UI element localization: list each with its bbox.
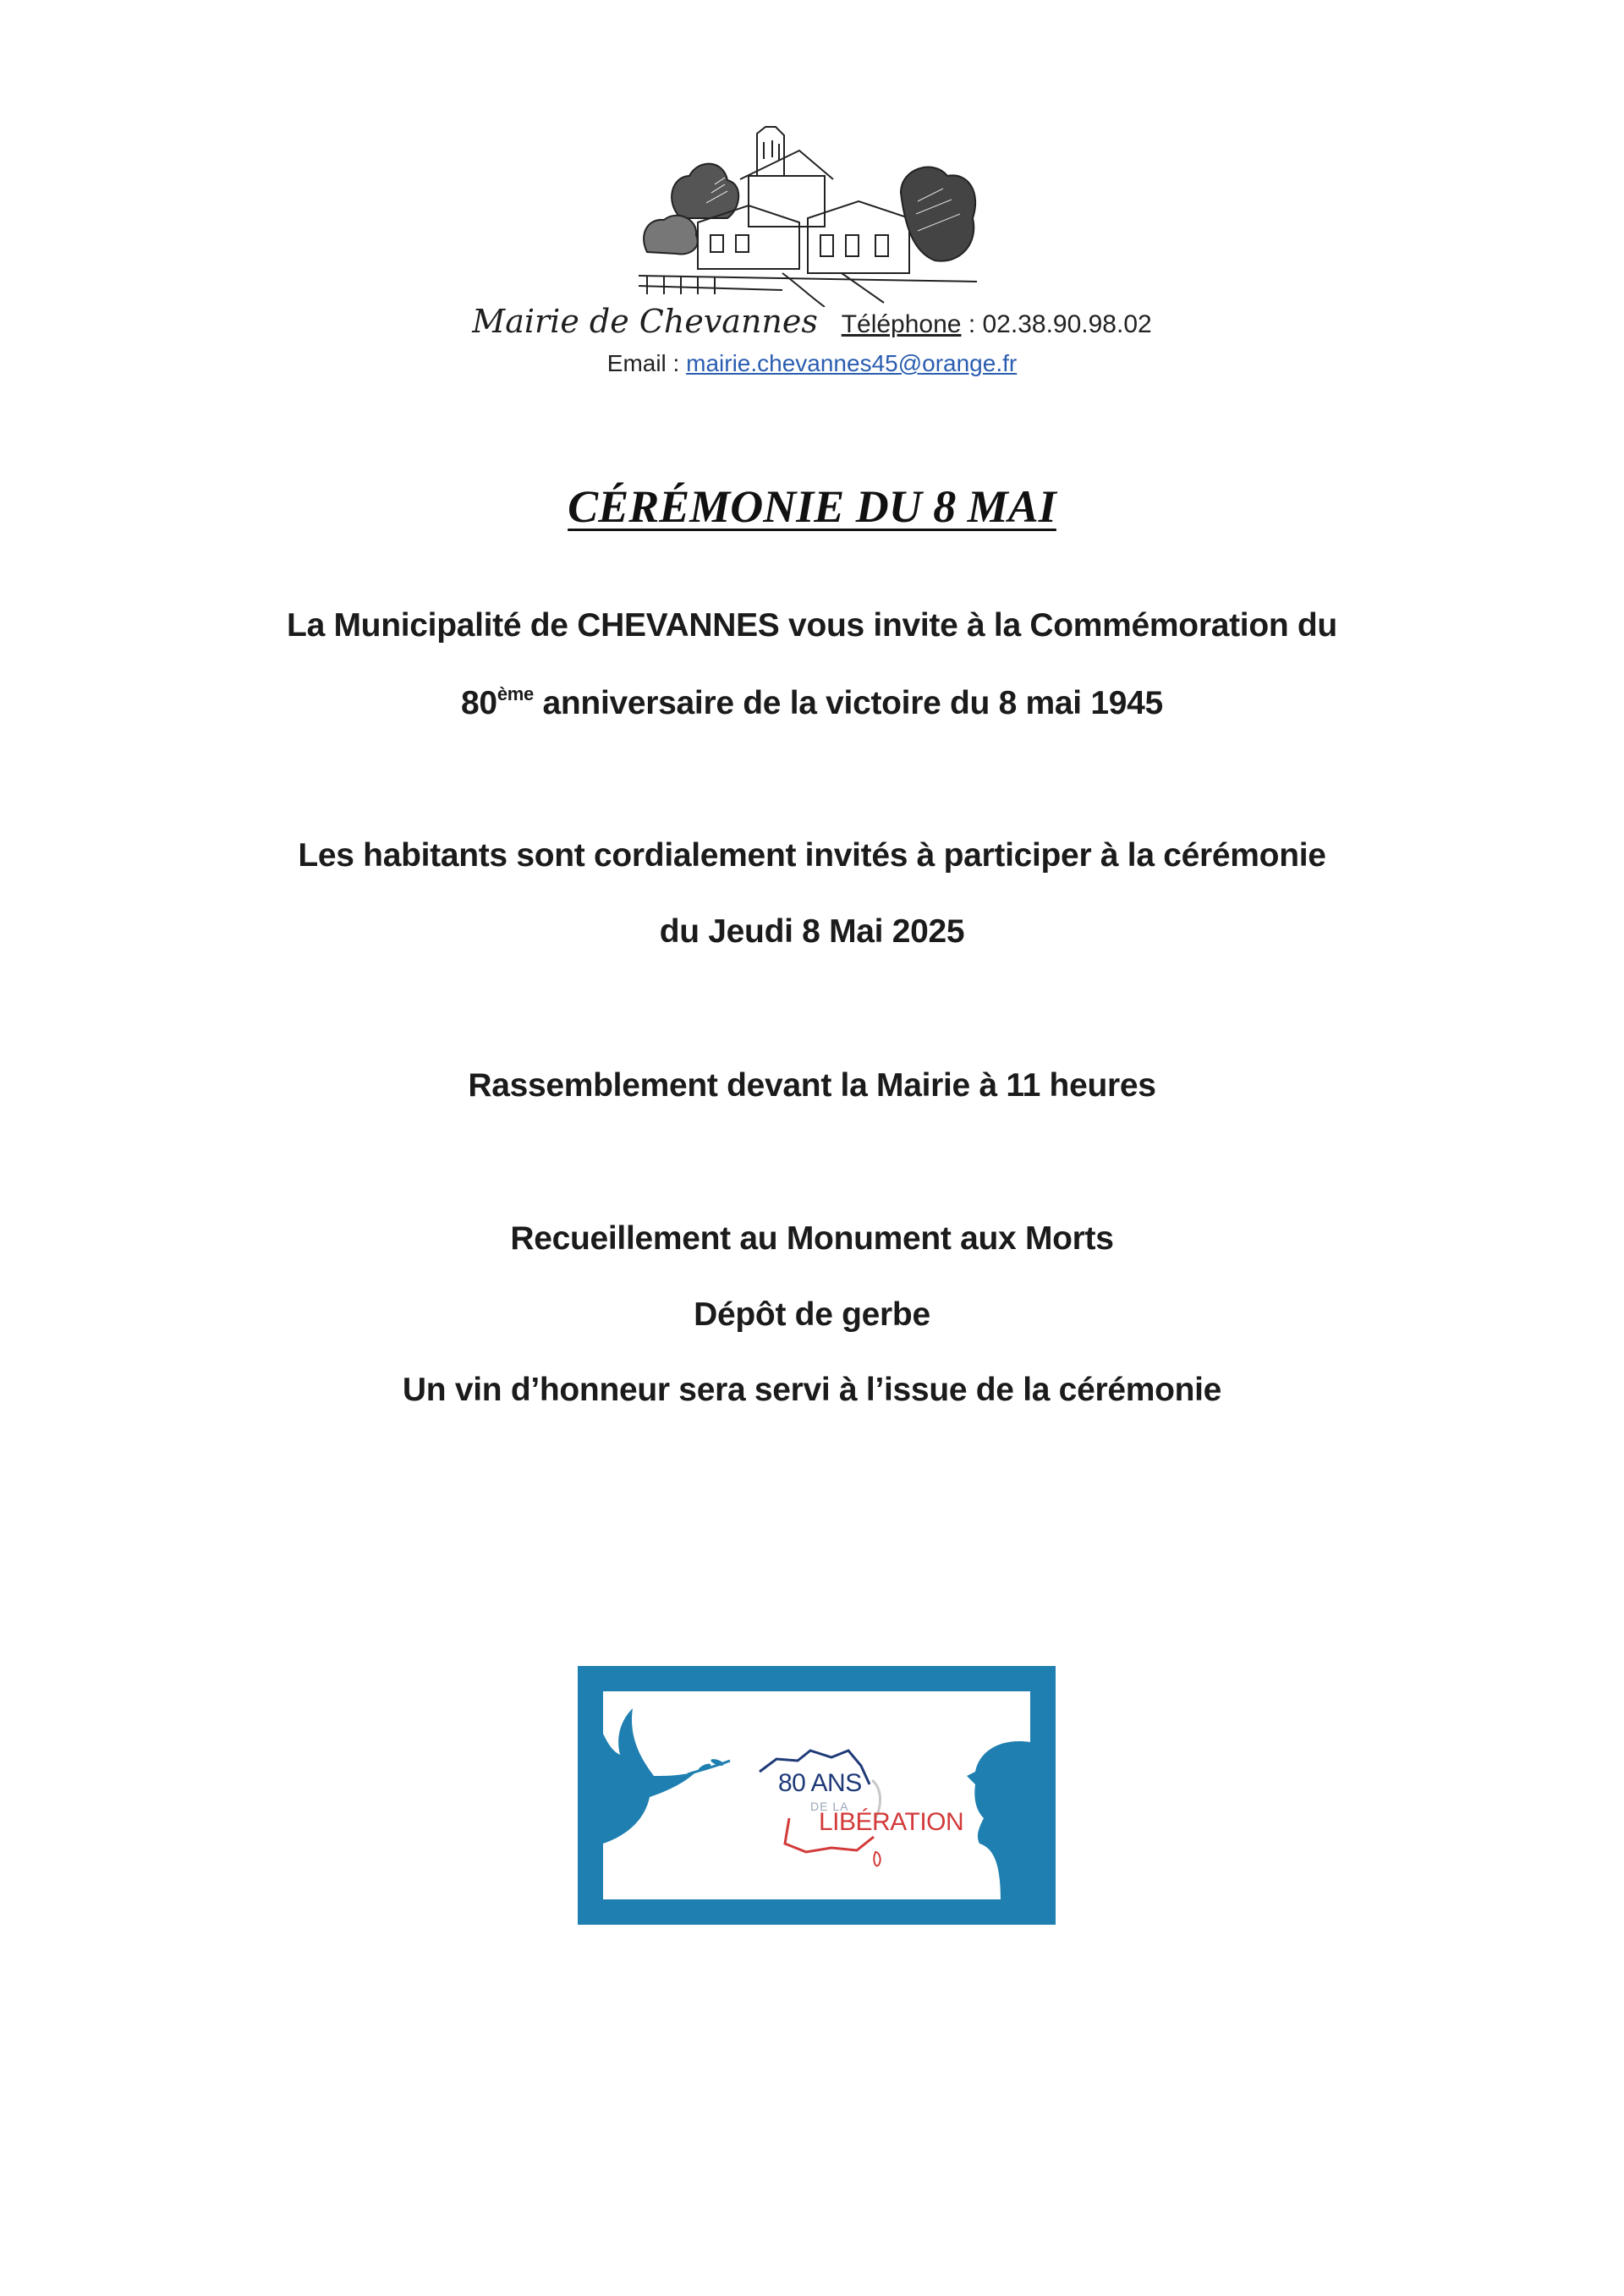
logo-panel bbox=[603, 1691, 1030, 1899]
email-label: Email : bbox=[606, 350, 687, 376]
telephone-number: 02.38.90.98.02 bbox=[982, 310, 1152, 338]
email-line bbox=[0, 350, 1624, 377]
title-text: CÉRÉMONIE DU 8 MAI bbox=[568, 481, 1056, 532]
logo-text-liberation: LIBÉRATION bbox=[819, 1808, 964, 1836]
liberation-logo bbox=[578, 1666, 1056, 1925]
page-title bbox=[0, 480, 1624, 533]
telephone-label: Téléphone bbox=[841, 310, 962, 338]
programme-item-monument: Recueillement au Monument aux Morts bbox=[510, 1220, 1114, 1257]
anniversary-number: 80 bbox=[461, 685, 497, 721]
programme-item-wreath: Dépôt de gerbe bbox=[694, 1296, 930, 1333]
invitation-line-3: Les habitants sont cordialement invités à participer à la cérémonie bbox=[298, 837, 1326, 874]
telephone-separator: : bbox=[961, 310, 983, 338]
logo-text-de-la: DE LA bbox=[810, 1800, 849, 1813]
mairie-contact-line bbox=[0, 303, 1624, 340]
anniversary-suffix: ème bbox=[497, 683, 534, 704]
dove-silhouette bbox=[603, 1691, 696, 1899]
village-sketch-illustration bbox=[630, 125, 985, 307]
invitation-line-2 bbox=[0, 683, 1624, 722]
email-link[interactable]: mairie.chevannes45@orange.fr bbox=[686, 350, 1018, 376]
gathering-info: Rassemblement devant la Mairie à 11 heures bbox=[468, 1067, 1156, 1104]
mairie-name: Mairie de Chevannes bbox=[472, 303, 818, 340]
logo-text-80-ans: 80 ANS bbox=[778, 1769, 862, 1797]
anniversary-text: anniversaire de la victoire du 8 mai 1945 bbox=[533, 685, 1163, 721]
programme-item-reception: Un vin d’honneur sera servi à l’issue de la cérémonie bbox=[402, 1372, 1222, 1408]
invitation-line-1: La Municipalité de CHEVANNES vous invite à la Commémoration du bbox=[287, 607, 1337, 644]
ceremony-date: du Jeudi 8 Mai 2025 bbox=[659, 913, 965, 950]
soldier-silhouette bbox=[967, 1741, 1030, 1899]
